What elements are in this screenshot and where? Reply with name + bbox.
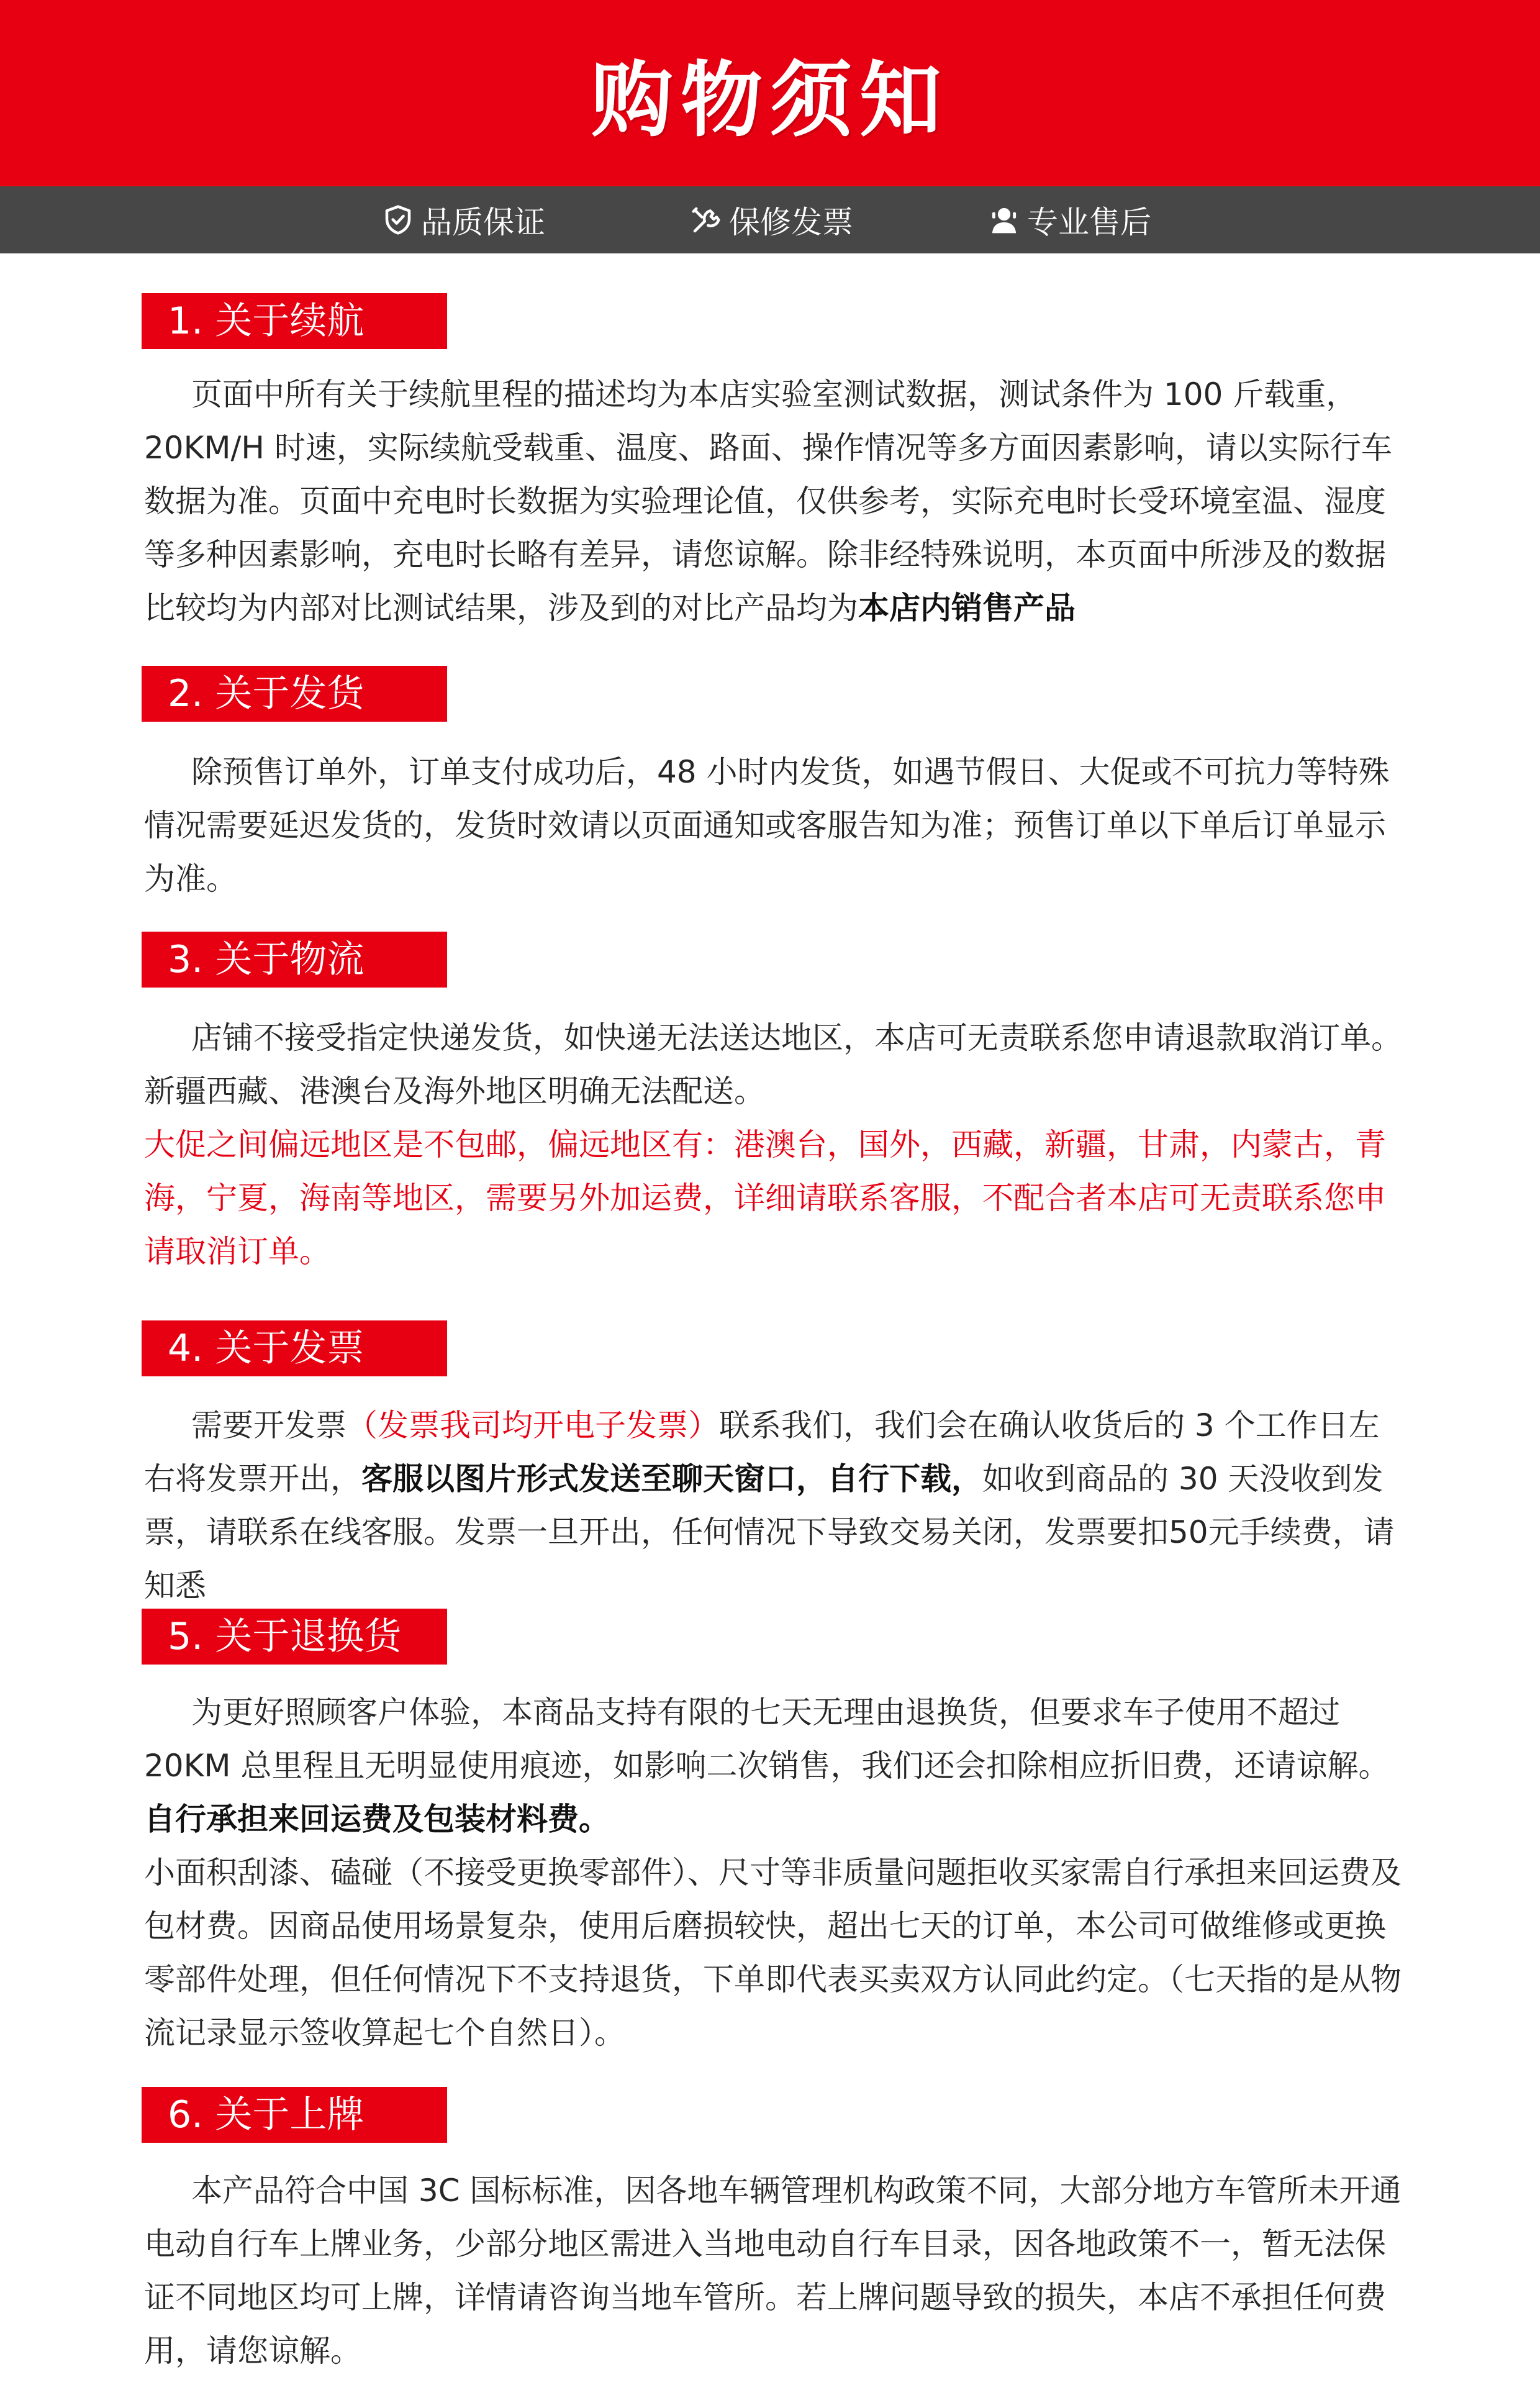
invoice-electronic-note: （发票我司均开电子发票） (346, 1407, 719, 1443)
section-heading-logistics: 3. 关于物流 (142, 932, 447, 988)
section-heading-registration: 6. 关于上牌 (142, 2087, 447, 2143)
section-registration-text: 本产品符合中国 3C 国标标准，因各地车辆管理机构政策不同，大部分地方车管所未开通电动自行车上牌业务，少部分地区需进入当地电动自行车目录，因各地政策不一，暂无法保证不同地区均可上牌，详情请咨询当地车管所。若上牌问题导致的损失，本店不承担任何费用，请您谅解。 (144, 2173, 1402, 2369)
invoice-chat-window-note: 客服以图片形式发送至聊天窗口，自行下载， (361, 1461, 982, 1497)
section-heading-returns: 5. 关于退换货 (142, 1609, 447, 1665)
section-range-text (144, 368, 1405, 635)
feature-warranty-label: 保修发票 (729, 204, 853, 240)
feature-warranty (689, 186, 853, 253)
returns-text-a: 为更好照顾客户体验，本商品支持有限的七天无理由退换货，但要求车子使用不超过 20KM 总里程且无明显使用痕迹，如影响二次销售，我们还会扣除相应折旧费，还请谅解。 (144, 1694, 1390, 1784)
page-header (0, 0, 1540, 186)
shield-check-icon (381, 203, 415, 237)
section-logistics-text: 店铺不接受指定快递发货，如快递无法送达地区，本店可无责联系您申请退款取消订单。新疆西藏、港澳台及海外地区明确无法配送。 (144, 1020, 1402, 1109)
feature-quality-label: 品质保证 (421, 204, 545, 240)
section-heading-invoice: 4. 关于发票 (142, 1320, 447, 1376)
section-returns-text (144, 1686, 1405, 1846)
section-shipping-text: 除预售订单外，订单支付成功后，48 小时内发货，如遇节假日、大促或不可抗力等特殊情况需要延迟发货的，发货时效请以页面通知或客服告知为准；预售订单以下单后订单显示为准。 (144, 754, 1390, 897)
section-range-paragraph: 页面中所有关于续航里程的描述均为本店实验室测试数据，测试条件为 100 斤载重，20KM/H 时速，实际续航受载重、温度、路面、操作情况等多方面因素影响，请以实际行车数据为准。页面中充电时长数据为实验理论值，仅供参考，实际充电时长受环境室温、湿度等多种因素影响，充电时长略有差异，请您谅解。除非经特殊说明，本页面中所涉及的数据比较均为内部对比测试结果，涉及到的对比产品均为 (144, 376, 1392, 626)
feature-service-label: 专业售后 (1027, 204, 1151, 240)
invoice-text-c: 如收到商品的 30 天没收到发票，请联系在线客服。发票一旦开出，任何情况下导致交易关闭，发票要扣50元手续费，请知悉 (144, 1461, 1395, 1604)
section-range-bold-text: 本店内销售产品 (858, 590, 1076, 626)
section-logistics-remote-notice: 大促之间偏远地区是不包邮，偏远地区有：港澳台，国外，西藏，新疆，甘肃，内蒙古，青海，宁夏，海南等地区，需要另外加运费，详细请联系客服，不配合者本店可无责联系您申请取消订单。 (144, 1127, 1386, 1270)
section-returns-extra-text: 小面积刮漆、磕碰（不接受更换零部件）、尺寸等非质量问题拒收买家需自行承担来回运费及包材费。因商品使用场景复杂，使用后磨损较快，超出七天的订单，本公司可做维修或更换零部件处理，但任何情况下不支持退货，下单即代表买卖双方认同此约定。（七天指的是从物流记录显示签收算起七个自然日）。 (144, 1855, 1402, 2051)
wrench-icon (689, 203, 723, 237)
returns-shipping-cost-note: 自行承担来回运费及包装材料费。 (144, 1801, 610, 1837)
section-invoice-text (144, 1399, 1405, 1612)
section-heading-shipping: 2. 关于发货 (142, 666, 447, 722)
page-title: 购物须知 (591, 53, 949, 148)
feature-bar (0, 186, 1540, 253)
invoice-text-a: 需要开发票 (191, 1407, 346, 1443)
feature-service (987, 186, 1151, 253)
feature-quality (381, 186, 545, 253)
section-heading-range: 1. 关于续航 (142, 293, 447, 349)
user-support-icon (987, 203, 1021, 237)
invoice-text-b: 联系我们，我们会在确认收货后的 3 个工作日左右将发票开出， (144, 1407, 1380, 1497)
